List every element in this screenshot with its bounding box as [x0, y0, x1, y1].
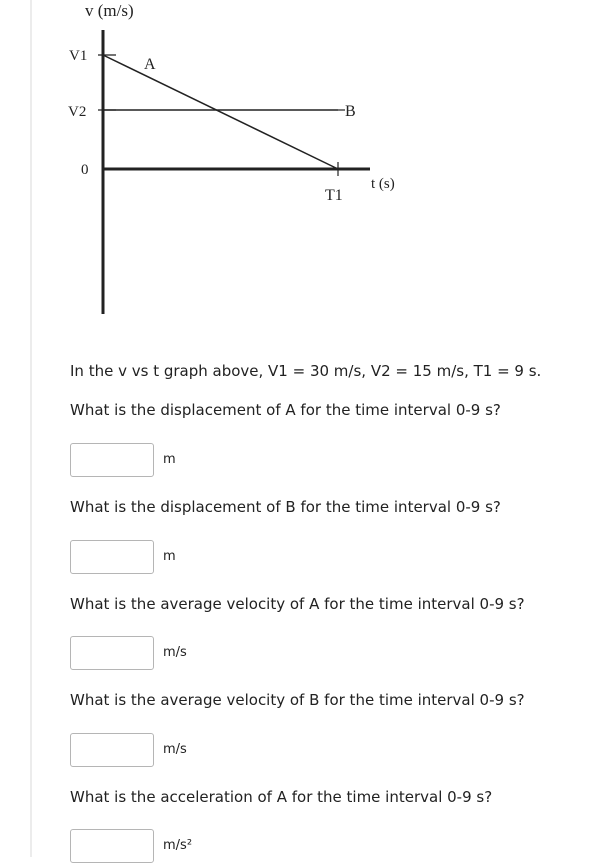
question-displacement-a: What is the displacement of A for the time interval 0-9 s?	[70, 401, 501, 419]
question-displacement-b: What is the displacement of B for the time interval 0-9 s?	[70, 498, 501, 516]
acceleration-a-unit: m/s²	[163, 838, 193, 853]
avg-velocity-a-input[interactable]	[70, 636, 154, 670]
y-axis-label: v (m/s)	[85, 1, 134, 20]
question-avg-velocity-b: What is the average velocity of B for the time interval 0-9 s?	[70, 691, 525, 709]
y-tick-label-v2: V2	[68, 104, 87, 120]
y-tick-label-v1: V1	[69, 48, 88, 64]
acceleration-a-input[interactable]	[70, 829, 154, 863]
displacement-a-input[interactable]	[70, 443, 154, 477]
avg-velocity-b-unit: m/s	[163, 742, 187, 757]
velocity-time-graph	[0, 0, 612, 330]
x-tick-label-t1: T1	[325, 187, 343, 204]
x-axis-label: t (s)	[371, 176, 395, 192]
displacement-b-input[interactable]	[70, 540, 154, 574]
problem-statement: In the v vs t graph above, V1 = 30 m/s, V2 = 15 m/s, T1 = 9 s.	[70, 362, 542, 380]
line-a	[103, 55, 338, 169]
displacement-a-unit: m	[163, 452, 176, 467]
displacement-b-unit: m	[163, 549, 176, 564]
avg-velocity-b-input[interactable]	[70, 733, 154, 767]
avg-velocity-a-unit: m/s	[163, 645, 187, 660]
y-tick-label-zero: 0	[81, 162, 89, 178]
question-avg-velocity-a: What is the average velocity of A for the time interval 0-9 s?	[70, 595, 525, 613]
question-acceleration-a: What is the acceleration of A for the time interval 0-9 s?	[70, 788, 493, 806]
line-b-label: B	[345, 103, 356, 120]
line-a-label: A	[144, 56, 156, 73]
